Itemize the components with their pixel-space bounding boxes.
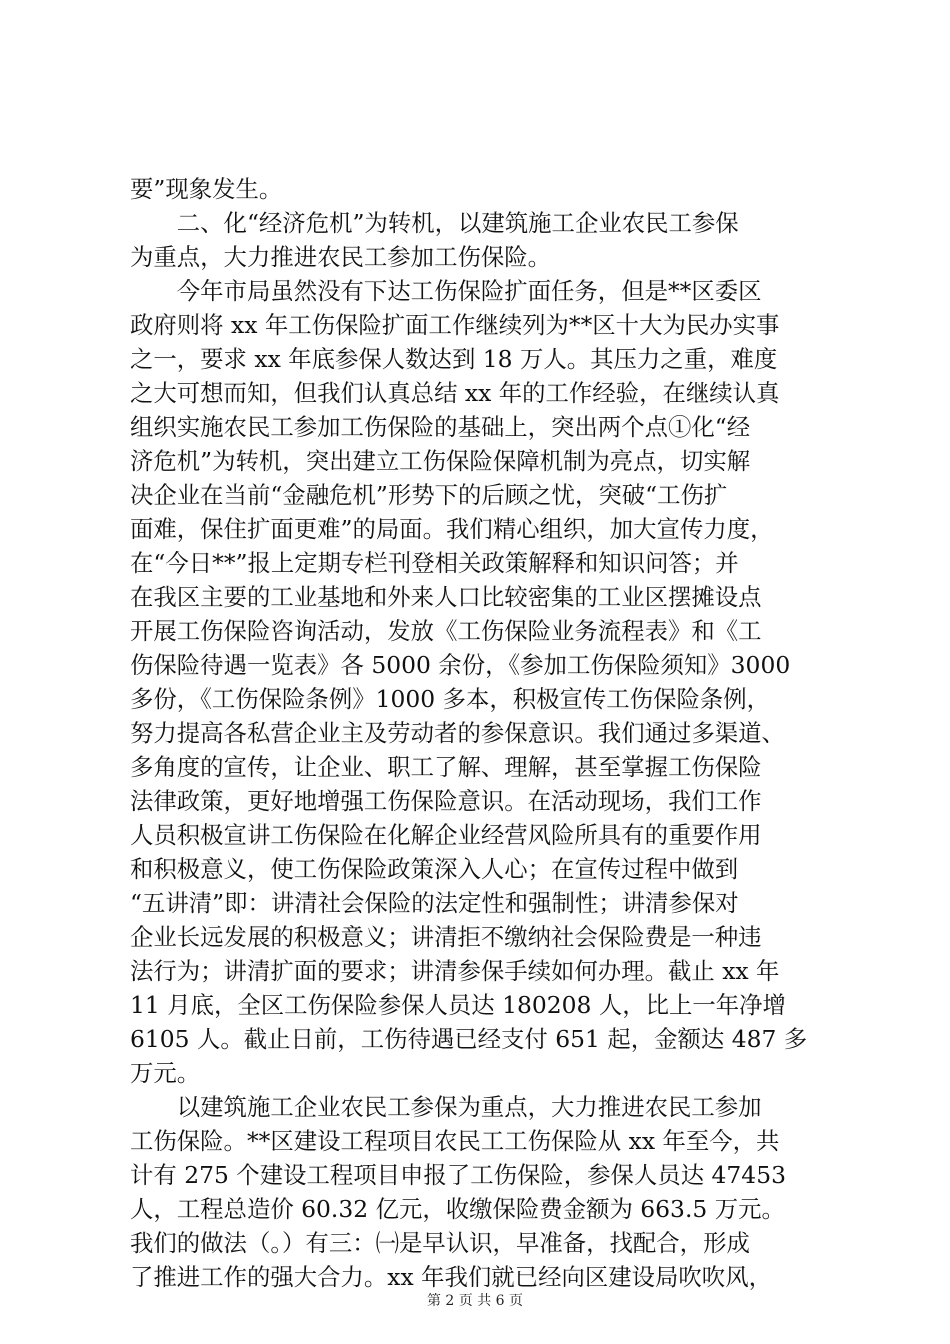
text-line: 人，工程总造价 60.32 亿元，收缴保险费金额为 663.5 万元。 (130, 1195, 785, 1223)
text-line: 人员积极宣讲工伤保险在化解企业经营风险所具有的重要作用 (130, 821, 762, 849)
text-line: 多角度的宣传，让企业、职工了解、理解，甚至掌握工伤保险 (130, 753, 762, 781)
text-line: 和积极意义，使工伤保险政策深入人心；在宣传过程中做到 (130, 855, 739, 883)
text-line: 计有 275 个建设工程项目申报了工伤保险，参保人员达 47453 (130, 1161, 786, 1189)
text-line: 法行为；讲清扩面的要求；讲清参保手续如何办理。截止 xx 年 (130, 957, 780, 985)
text-line: 组织实施农民工参加工伤保险的基础上，突出两个点①化“经 (130, 413, 751, 441)
text-line: 以建筑施工企业农民工参保为重点，大力推进农民工参加 (130, 1093, 762, 1121)
text-line: 之大可想而知，但我们认真总结 xx 年的工作经验，在继续认真 (130, 379, 780, 407)
page-footer: 第 2 页 共 6 页 (426, 1293, 524, 1309)
body-text (130, 172, 830, 1294)
text-line: 多份，《工伤保险条例》1000 多本，积极宣传工伤保险条例， (130, 685, 771, 713)
text-line: 工伤保险。**区建设工程项目农民工工伤保险从 xx 年至今，共 (130, 1127, 780, 1155)
text-line: 决企业在当前“金融危机”形势下的后顾之忧，突破“工伤扩 (130, 481, 728, 509)
text-line: 今年市局虽然没有下达工伤保险扩面任务，但是**区委区 (130, 277, 762, 305)
text-line: 11 月底，全区工伤保险参保人员达 180208 人，比上一年净增 (130, 991, 786, 1019)
text-line: 在我区主要的工业基地和外来人口比较密集的工业区摆摊设点 (130, 583, 762, 611)
text-line: 了推进工作的强大合力。xx 年我们就已经向区建设局吹吹风， (130, 1263, 772, 1291)
text-line: 努力提高各私营企业主及劳动者的参保意识。我们通过多渠道、 (130, 719, 785, 747)
text-line: 开展工伤保险咨询活动，发放《工伤保险业务流程表》和《工 (130, 617, 762, 645)
text-line: 6105 人。截止日前，工伤待遇已经支付 651 起，金额达 487 多 (130, 1025, 808, 1053)
text-line: 为重点，大力推进农民工参加工伤保险。 (130, 243, 552, 271)
text-line: 万元。 (130, 1059, 201, 1087)
text-line: “五讲清”即：讲清社会保险的法定性和强制性；讲清参保对 (130, 889, 739, 917)
text-line: 政府则将 xx 年工伤保险扩面工作继续列为**区十大为民办实事 (130, 311, 780, 339)
text-line: 面难，保住扩面更难”的局面。我们精心组织，加大宣传力度， (130, 515, 774, 543)
text-line: 企业长远发展的积极意义；讲清拒不缴纳社会保险费是一种违 (130, 923, 762, 951)
text-line: 济危机”为转机，突出建立工伤保险保障机制为亮点，切实解 (130, 447, 751, 475)
text-line: 法律政策，更好地增强工伤保险意识。在活动现场，我们工作 (130, 787, 762, 815)
text-line: 之一，要求 xx 年底参保人数达到 18 万人。其压力之重，难度 (130, 345, 778, 373)
text-line: 在“今日**”报上定期专栏刊登相关政策解释和知识问答；并 (130, 549, 739, 577)
text-line: 我们的做法（。）有三：㈠是早认识，早准备，找配合，形成 (130, 1229, 750, 1257)
text-line: 二、化“经济危机”为转机，以建筑施工企业农民工参保 (130, 209, 739, 237)
text-line: 伤保险待遇一览表》各 5000 余份，《参加工伤保险须知》3000 (130, 651, 791, 679)
text-line: 要”现象发生。 (130, 175, 283, 203)
